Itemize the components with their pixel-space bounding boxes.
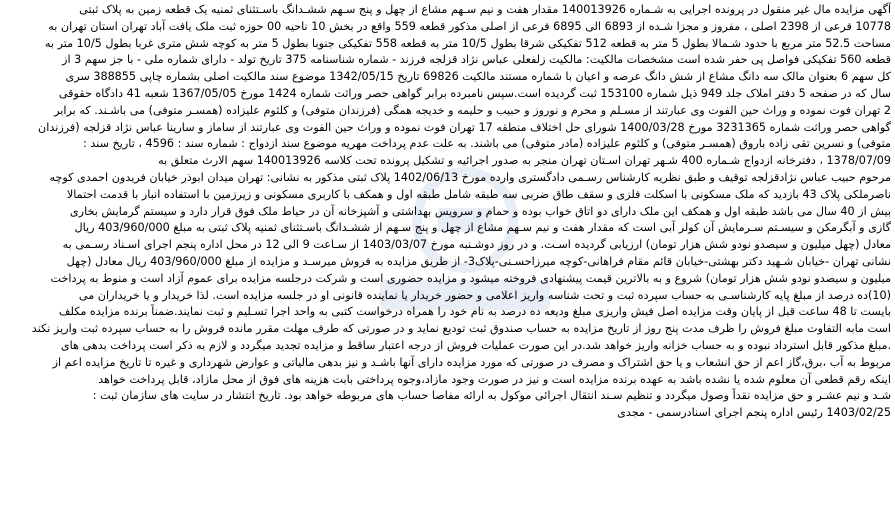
notice-line: است مابه التفاوت مبلغ فروش را ظرف مدت پنج روز از تاریخ مزایده به حساب صندوق ثبت تودیع نماید و در صورتی که طرف مهلت مقرر مانده فروش را به حساب سپرده ثبت واریز نکند — [31, 322, 891, 336]
notice-line: ناصرملکی پلاک 43 بازدید که ملک مسکونی با اسکلت فلزی و سقف طاق ضربی سه طبقه شامل طبقه اول و همکف با کاربری مسکونی و زیرزمین با استفاده انبار با قدمت احتمالا — [66, 187, 891, 201]
notice-line: میلیون و سیصدو نودو شش هزار تومان) شروع و به بالاترین قیمت پیشنهادی فروخته میشود و مزایده حضوری است و شرکت درجلسه مزایده برای عموم آزاد است و منوط به پرداخت — [50, 271, 891, 285]
notice-line: سال که در صفحه 5 دفتر املاک جلد 949 ذیل شماره 153100 ثبت گردیده است.سپس نامبرده برابر گواهی حصر وراثت شماره 1424 مورخ 1367/05/05 شعبه 41 دادگاه حقوقی — [58, 86, 891, 100]
notice-signature-line: 1403/02/25 رئیس اداره پنجم اجرای اسنادرسمی - مجدی — [617, 406, 891, 420]
notice-line: قطعه 560 تفکیکی فواصل پی حفر شده است مشخصات مالکیت: مالکیت زلفعلی عباس نژاد قزلجه فرزند - شماره شناسنامه 375 تاریخ تولد - دارای شماره ملی - با جز سهم 3 از — [62, 53, 891, 67]
notice-line: کل سهم 6 بعنوان مالک سه دانگ مشاع از شش دانگ عرصه و اعیان با شماره مستند مالکیت 69826 تاریخ 1342/05/15 موضوع سند مالکیت اصلی بشماره چاپی 388855 سری — [65, 70, 891, 84]
notice-line: گازی و آبگرمکن و سیسـتم سـرمایش آن کولر آبی است که مقدار هفت و نیم سـهم مشاع از چهل و پنج سـهم از ششـدانگ باسـتثنای ثمنیه پلاک ثبتی به مبلغ 403/960/000 ریال — [74, 221, 891, 235]
notice-line: گواهی حصر وراثت شماره 3231365 مورخ 1400/03/28 شورای حل اختلاف منطقه 17 تهران فوت نموده و وراث حین الفوت وی عبارتند از ساماز و سارینا عباس نژاد قزلجه (فرزندان — [38, 120, 891, 134]
notice-line: نشانی تهران -خیابان شـهید دکتر بهشتی-خیابان قائم مقام فراهانی-کوچه میرزاحسـنی-پلاک3- از طریق مزایده به فروش میرسـد و مزایده از مبلغ 403/960/000 ریال معادل (چهل — [66, 254, 891, 268]
notice-line: .مبلغ مذکور قابل استرداد نبوده و به حساب خزانه واریز خواهد شد.در این صورت عملیات فروش از درجه اعتبار ساقط و مزایده تجدید میگردد و لازم به ذکر است پرداخت بدهی های — [60, 338, 891, 352]
notice-line: مربوط به آب ،برق،گاز اعم از حق انشعاب و یا حق اشتراک و مصرف در صورتی که مورد مزایده دارای آنها باشـد و نیز بدهی مالیاتی و عوارض شهرداری و غیره تا تاریخ مزایده اعم از — [52, 355, 891, 369]
notice-line: 10778 فرعی از 2398 اصلی ، مفروز و مجزا شـده از 6893 الی 6895 فرعی از اصلی مذکور قطعه 559 واقع در بخش 10 ناحیه 00 حوزه ثبت ملک یافت آباد تهران استان تهران به — [48, 19, 891, 33]
notice-line: معادل (چهل میلیون و سیصدو نودو شش هزار تومان) ارزیابی گردیده اسـت. و در روز دوشـنبه مورخ 1403/03/07 از سـاعت 9 الی 12 در محل اداره پنجم اجرای اسـناد رسـمی به — [62, 238, 891, 252]
notice-line: اینکه رقم قطعی آن معلوم شده یا نشده باشد به عهده برنده مزایده است و نیز در صورت وجود مازاد،وجوه پرداختی بابت هزینه های فوق از محل مازاد، قابل پرداخت خواهد — [98, 372, 891, 386]
notice-line: 1378/07/09 ، دفترخانه ازدواج شـماره 400 شـهر تهران اسـتان تهران منجر به صدور اجرائیه و تشکیل پرونده تحت کلاسه 140013926 سهم الارث متعلق به — [158, 154, 891, 168]
notice-line: بایست تا 48 ساعت قبل از پایان وقت مزایده اصل فیش واریزی مبلغ ودیعه ده درصد به نام خود را همراه درخواست کتبی به واحد اجرا تسـلیم و ثبت نمایند.ضمناً برنده مزایده مکلف — [58, 305, 891, 319]
notice-line: شـد و نیم عشـر و حق مزایده نقداً وصول میگردد و تنظیم سـند انتقال اجرائی موکول به ارائه مفاصا حساب های مربوطه خواهد بود. تاریخ انتشار در سایت های سازمان ثبت : — [92, 389, 891, 403]
notice-line: مرحوم حبیب عباس نژادقزلجه توقیف و طبق نظریه کارشناس رسـمی دادگستری وارده مورخ 1402/06/13 پلاک ثبتی مذکور به نشانی: تهران میدان ابوذر خیابان فریدون احمدی کوچه — [49, 170, 891, 184]
notice-line: متوفی) و نسرین تقی زاده باروق (همسـر متوفی) و کلثوم علیزاده (مادر متوفی) می باشند. به علت عدم پرداخت مهریه موضوع سند ازدواج : شماره سند : 4596 ، تاریخ سند : — [83, 137, 891, 151]
notice-line: (10)ده درصد از مبلغ پایه کارشناسـی به حساب سپرده ثبت و تحت شناسه واریز اعلامی و حضور خریدار یا نماینده قانونی او در جلسه مزایده است. لذا خریدار و یا خریداران می — [78, 288, 891, 302]
notice-line: 2 تهران فوت نموده و وراث حین الفوت وی عبارتند از مسـلم و محرم و نوروز و حبیب و حلیمه و خدیجه همگی (فرزندان متوفی) و کلثوم علیزاده (همسـر متوفی) می باشـند. که برابر — [54, 103, 891, 117]
notice-line: بیش از 40 سال می باشد طبقه اول و همکف این ملک دارای دو اتاق خواب بوده و حمام و سرویس بهداشتی و آشپزخانه آن در حیاط ملک فوق قرار دارد و سیستم گرمایش بخاری — [69, 204, 891, 218]
notice-line: آگهی مزایده مال غیر منقول در پرونده اجرایی به شـماره 140013926 مقدار هفت و نیم سـهم مشاع از چهل و پنج سـهم ششـدانگ باسـتثنای ثمنیه یک قطعه زمین به پلاک ثبتی — [79, 3, 891, 16]
auction-notice — [2, 2, 891, 507]
notice-line: مساحت 52.5 متر مربع با حدود شـمالا بطول 5 متر به قطعه 512 تفکیکی شرقا بطول 10/5 متر به قطعه 558 تفکیکی جنوبا بطول 5 متر به کوچه شش متری غربا بطول 10/5 متر به — [44, 36, 891, 50]
